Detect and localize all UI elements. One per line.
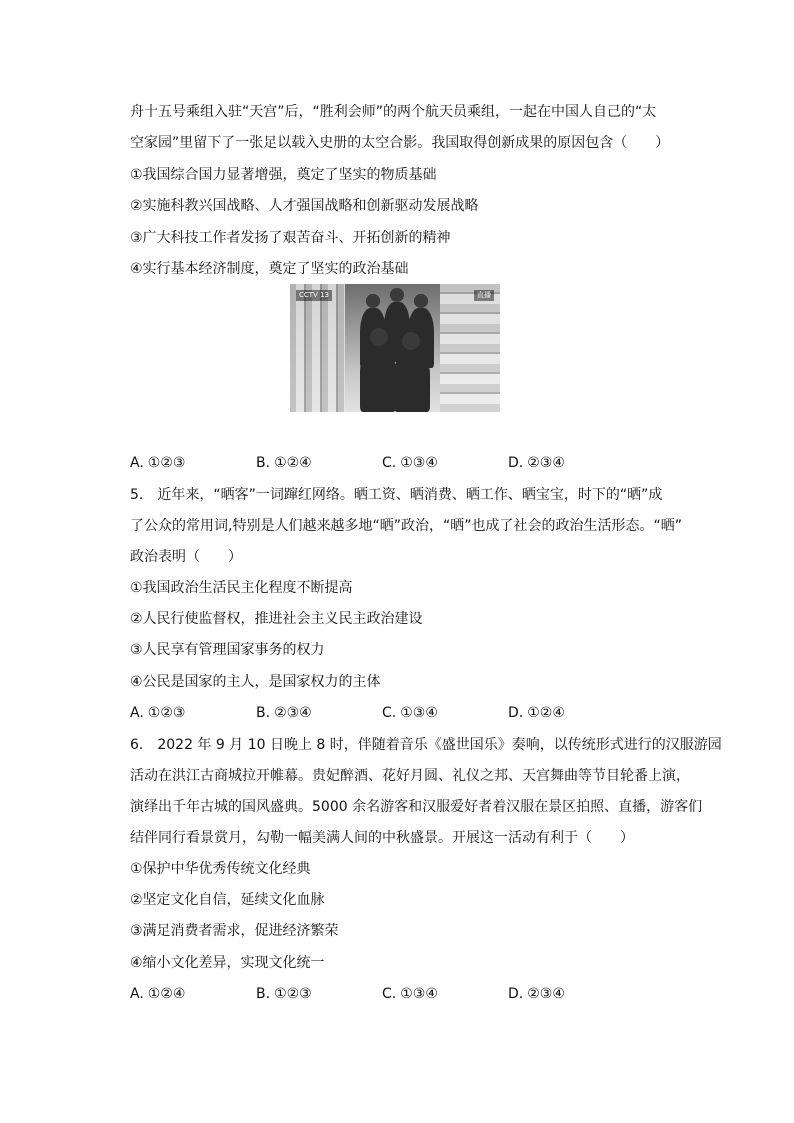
q6-option-c[interactable]: C. ①③④ [382, 986, 438, 1002]
astronaut-head [366, 294, 380, 308]
astronaut-body [360, 346, 396, 412]
photo-wall-right [440, 284, 500, 412]
photo-wall-left [290, 284, 345, 412]
q4-statement-1: ①我国综合国力显著增强，奠定了坚实的物质基础 [130, 167, 437, 183]
q6-option-d[interactable]: D. ②③④ [508, 986, 565, 1002]
q4-statement-3: ③广大科技工作者发扬了艰苦奋斗、开拓创新的精神 [130, 230, 451, 246]
q4-stem-line-2: 空家园”里留下了一张足以载入史册的太空合影。我国取得创新成果的原因包含（ ） [130, 135, 670, 151]
q6-statement-3: ③满足消费者需求，促进经济繁荣 [130, 923, 339, 939]
astronaut-head [402, 332, 420, 350]
q4-statement-4: ④实行基本经济制度，奠定了坚实的政治基础 [130, 261, 409, 277]
astronaut-body [394, 350, 430, 412]
q5-stem-line-2: 了公众的常用词,特别是人们越来越多地“晒”政治，“晒”也成了社会的政治生活形态。“晒” [130, 518, 682, 534]
q6-stem-line-4: 结伴同行看景赏月，勾勒一幅美满人间的中秋盛景。开展这一活动有利于（ ） [130, 830, 634, 846]
q6-statement-1: ①保护中华优秀传统文化经典 [130, 861, 311, 877]
astronaut-head [414, 294, 428, 308]
q5-statement-4: ④公民是国家的主人，是国家权力的主体 [130, 674, 381, 690]
q6-stem-line-2: 活动在洪江古商城拉开帷幕。贵妃醉酒、花好月圆、礼仪之邦、天宫舞曲等节目轮番上演， [130, 768, 690, 784]
q5-statement-2: ②人民行使监督权，推进社会主义民主政治建设 [130, 611, 423, 627]
astronaut-head [370, 328, 388, 346]
q5-stem-line-1: 5. 近年来，“晒客”一词蹿红网络。晒工资、晒消费、晒工作、晒宝宝，时下的“晒”成 [130, 487, 663, 503]
astronaut-head [390, 288, 404, 302]
q5-option-a[interactable]: A. ①②③ [130, 705, 186, 721]
q6-option-b[interactable]: B. ①②③ [256, 986, 312, 1002]
q6-statement-2: ②坚定文化自信，延续文化血脉 [130, 892, 325, 908]
q4-option-c[interactable]: C. ①③④ [382, 455, 438, 471]
q4-options [130, 453, 650, 473]
astronaut-group-photo [290, 284, 500, 412]
q5-option-c[interactable]: C. ①③④ [382, 705, 438, 721]
q5-stem-line-3: 政治表明（ ） [130, 549, 242, 565]
q4-statement-2: ②实施科教兴国战略、人才强国战略和创新驱动发展战略 [130, 198, 479, 214]
q4-option-d[interactable]: D. ②③④ [508, 455, 565, 471]
q4-option-a[interactable]: A. ①②③ [130, 455, 186, 471]
q4-stem-line-1: 舟十五号乘组入驻“天宫”后，“胜利会师”的两个航天员乘组，一起在中国人自己的“太 [130, 104, 657, 120]
q5-option-d[interactable]: D. ①②④ [508, 705, 565, 721]
q6-stem-line-1: 6. 2022 年 9 月 10 日晚上 8 时，伴随着音乐《盛世国乐》奏响，以传统形式进行的汉服游园 [130, 737, 722, 753]
q6-stem-line-3: 演绎出千年古城的国风盛典。5000 余名游客和汉服爱好者着汉服在景区拍照、直播，游客们 [130, 799, 703, 815]
q6-statement-4: ④缩小文化差异，实现文化统一 [130, 955, 325, 971]
q5-options [130, 703, 650, 723]
q5-option-b[interactable]: B. ②③④ [256, 705, 312, 721]
tv-channel-logo: CCTV 13 [296, 290, 332, 301]
q5-statement-3: ③人民享有管理国家事务的权力 [130, 642, 325, 658]
q5-statement-1: ①我国政治生活民主化程度不断提高 [130, 580, 353, 596]
q6-option-a[interactable]: A. ①②④ [130, 986, 186, 1002]
q6-options [130, 984, 650, 1004]
live-badge: 直播 [474, 290, 494, 301]
q4-option-b[interactable]: B. ①②④ [256, 455, 312, 471]
